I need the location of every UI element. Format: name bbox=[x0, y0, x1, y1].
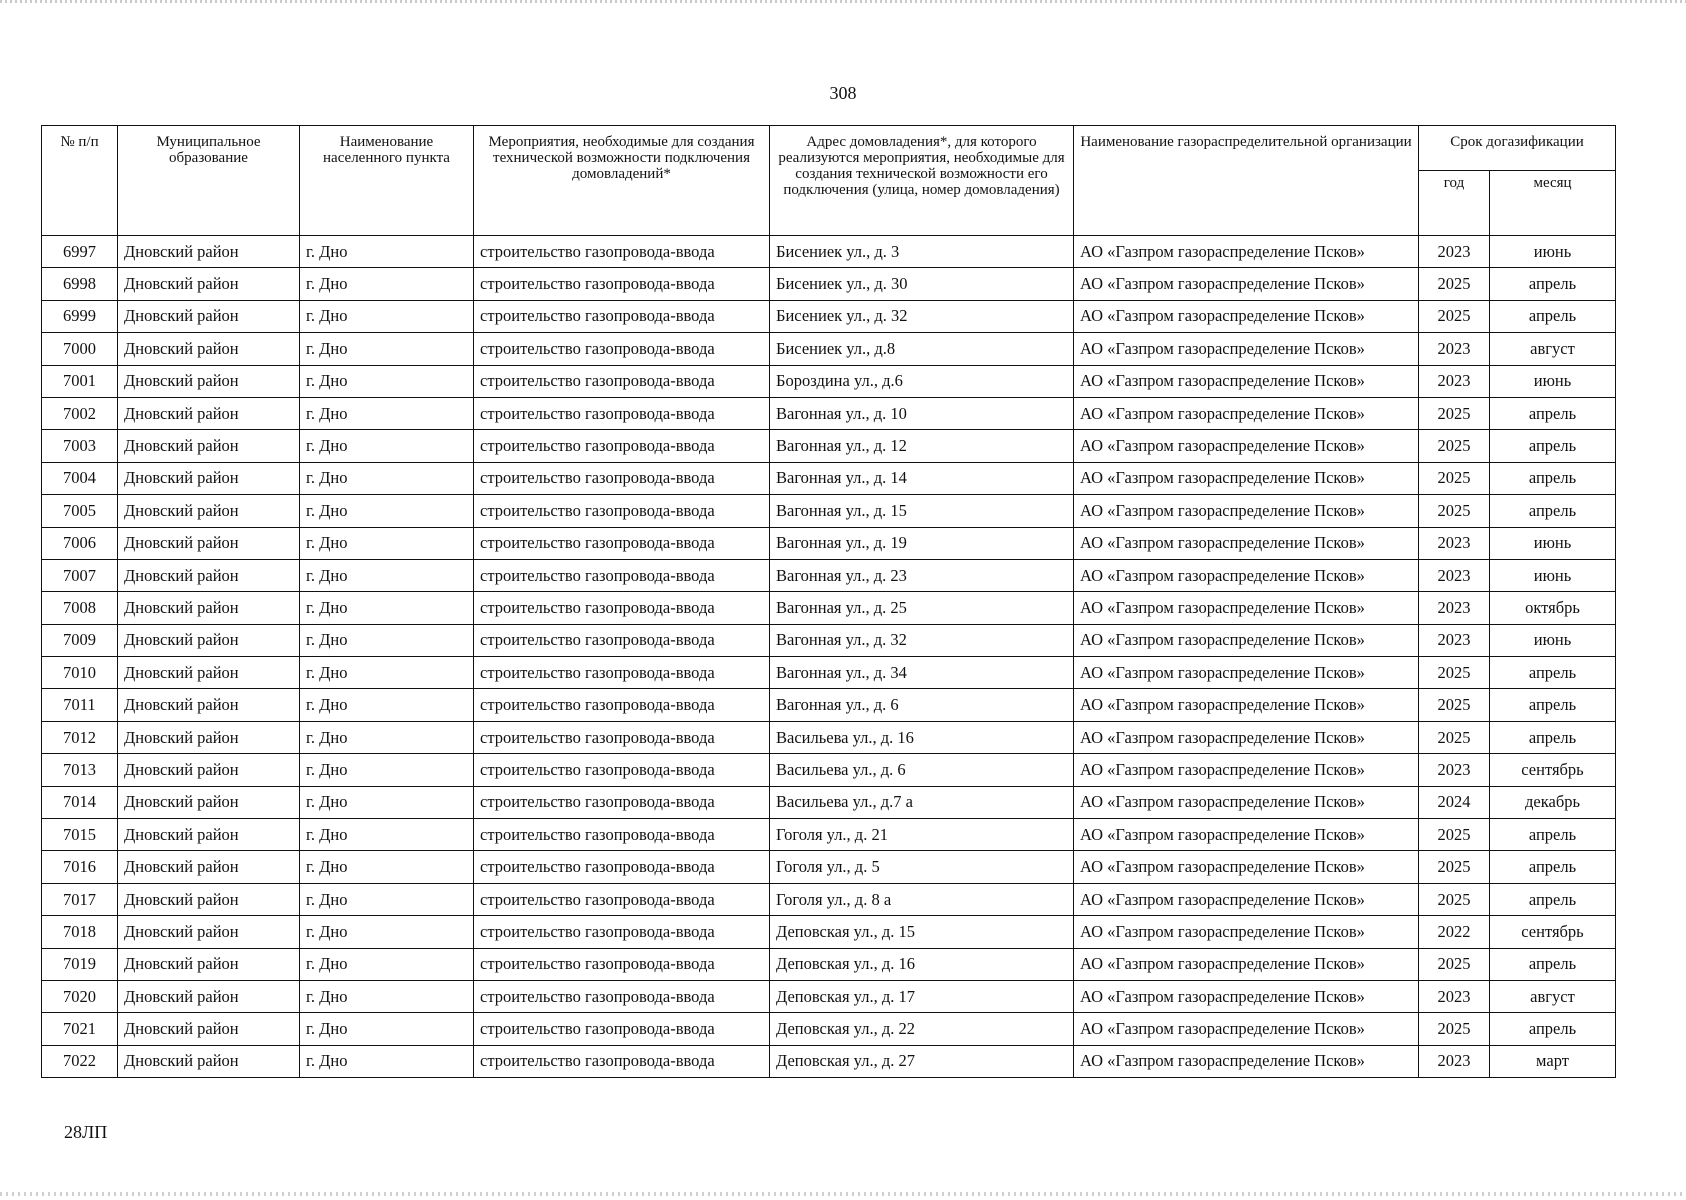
cell-municipality: Дновский район bbox=[118, 1013, 300, 1045]
cell-year: 2023 bbox=[1419, 527, 1490, 559]
cell-organization: АО «Газпром газораспределение Псков» bbox=[1074, 916, 1419, 948]
cell-year: 2025 bbox=[1419, 948, 1490, 980]
cell-year: 2025 bbox=[1419, 430, 1490, 462]
cell-organization: АО «Газпром газораспределение Псков» bbox=[1074, 1045, 1419, 1077]
cell-municipality: Дновский район bbox=[118, 397, 300, 429]
cell-settlement: г. Дно bbox=[300, 657, 474, 689]
cell-municipality: Дновский район bbox=[118, 689, 300, 721]
cell-num: 7007 bbox=[42, 559, 118, 591]
cell-municipality: Дновский район bbox=[118, 268, 300, 300]
cell-year: 2025 bbox=[1419, 495, 1490, 527]
cell-month: апрель bbox=[1490, 851, 1616, 883]
cell-month: сентябрь bbox=[1490, 754, 1616, 786]
cell-organization: АО «Газпром газораспределение Псков» bbox=[1074, 721, 1419, 753]
cell-organization: АО «Газпром газораспределение Псков» bbox=[1074, 689, 1419, 721]
cell-num: 7019 bbox=[42, 948, 118, 980]
cell-num: 6998 bbox=[42, 268, 118, 300]
cell-municipality: Дновский район bbox=[118, 462, 300, 494]
cell-address: Вагонная ул., д. 14 bbox=[770, 462, 1074, 494]
cell-measure: строительство газопровода-ввода bbox=[474, 819, 770, 851]
cell-num: 6997 bbox=[42, 236, 118, 268]
cell-month: март bbox=[1490, 1045, 1616, 1077]
cell-year: 2025 bbox=[1419, 851, 1490, 883]
header-organization: Наименование газораспределительной организации bbox=[1074, 126, 1419, 236]
cell-month: апрель bbox=[1490, 819, 1616, 851]
table-row bbox=[42, 462, 1616, 494]
header-year: год bbox=[1419, 171, 1490, 236]
cell-measure: строительство газопровода-ввода bbox=[474, 268, 770, 300]
cell-year: 2023 bbox=[1419, 592, 1490, 624]
cell-organization: АО «Газпром газораспределение Псков» bbox=[1074, 819, 1419, 851]
cell-month: апрель bbox=[1490, 462, 1616, 494]
header-num: № п/п bbox=[42, 126, 118, 236]
cell-num: 7011 bbox=[42, 689, 118, 721]
table-row bbox=[42, 559, 1616, 591]
table-row bbox=[42, 236, 1616, 268]
table-row bbox=[42, 527, 1616, 559]
table-row bbox=[42, 851, 1616, 883]
cell-address: Деповская ул., д. 27 bbox=[770, 1045, 1074, 1077]
cell-month: апрель bbox=[1490, 883, 1616, 915]
cell-settlement: г. Дно bbox=[300, 236, 474, 268]
cell-settlement: г. Дно bbox=[300, 883, 474, 915]
cell-month: апрель bbox=[1490, 397, 1616, 429]
cell-address: Вагонная ул., д. 12 bbox=[770, 430, 1074, 462]
cell-year: 2025 bbox=[1419, 819, 1490, 851]
cell-num: 7004 bbox=[42, 462, 118, 494]
cell-municipality: Дновский район bbox=[118, 527, 300, 559]
cell-settlement: г. Дно bbox=[300, 462, 474, 494]
cell-year: 2023 bbox=[1419, 236, 1490, 268]
cell-municipality: Дновский район bbox=[118, 721, 300, 753]
cell-measure: строительство газопровода-ввода bbox=[474, 527, 770, 559]
cell-measure: строительство газопровода-ввода bbox=[474, 948, 770, 980]
cell-organization: АО «Газпром газораспределение Псков» bbox=[1074, 1013, 1419, 1045]
cell-month: апрель bbox=[1490, 657, 1616, 689]
table-body bbox=[42, 236, 1616, 1078]
cell-organization: АО «Газпром газораспределение Псков» bbox=[1074, 559, 1419, 591]
cell-num: 7022 bbox=[42, 1045, 118, 1077]
cell-organization: АО «Газпром газораспределение Псков» bbox=[1074, 236, 1419, 268]
cell-month: октябрь bbox=[1490, 592, 1616, 624]
cell-settlement: г. Дно bbox=[300, 333, 474, 365]
table-row bbox=[42, 268, 1616, 300]
cell-num: 7006 bbox=[42, 527, 118, 559]
cell-settlement: г. Дно bbox=[300, 624, 474, 656]
cell-measure: строительство газопровода-ввода bbox=[474, 689, 770, 721]
scan-edge-bottom bbox=[0, 1192, 1686, 1196]
cell-measure: строительство газопровода-ввода bbox=[474, 236, 770, 268]
cell-municipality: Дновский район bbox=[118, 883, 300, 915]
cell-organization: АО «Газпром газораспределение Псков» bbox=[1074, 851, 1419, 883]
cell-settlement: г. Дно bbox=[300, 495, 474, 527]
cell-year: 2025 bbox=[1419, 268, 1490, 300]
cell-year: 2023 bbox=[1419, 333, 1490, 365]
cell-address: Бисениек ул., д. 3 bbox=[770, 236, 1074, 268]
cell-address: Васильева ул., д. 16 bbox=[770, 721, 1074, 753]
page-number: 308 bbox=[829, 83, 857, 103]
header-address: Адрес домовладения*, для которого реализуются мероприятия, необходимые для создания технической возможности его подключения (улица, номер домовладения) bbox=[770, 126, 1074, 236]
cell-organization: АО «Газпром газораспределение Псков» bbox=[1074, 883, 1419, 915]
cell-month: июнь bbox=[1490, 236, 1616, 268]
table-row bbox=[42, 1013, 1616, 1045]
cell-municipality: Дновский район bbox=[118, 624, 300, 656]
cell-address: Вагонная ул., д. 19 bbox=[770, 527, 1074, 559]
cell-address: Гоголя ул., д. 21 bbox=[770, 819, 1074, 851]
cell-municipality: Дновский район bbox=[118, 430, 300, 462]
cell-measure: строительство газопровода-ввода bbox=[474, 333, 770, 365]
cell-organization: АО «Газпром газораспределение Псков» bbox=[1074, 980, 1419, 1012]
cell-organization: АО «Газпром газораспределение Псков» bbox=[1074, 624, 1419, 656]
cell-measure: строительство газопровода-ввода bbox=[474, 300, 770, 332]
cell-settlement: г. Дно bbox=[300, 851, 474, 883]
cell-year: 2025 bbox=[1419, 1013, 1490, 1045]
table-row bbox=[42, 786, 1616, 818]
cell-month: апрель bbox=[1490, 300, 1616, 332]
table-row bbox=[42, 980, 1616, 1012]
table-row bbox=[42, 948, 1616, 980]
scan-edge-top bbox=[0, 0, 1686, 3]
cell-address: Вагонная ул., д. 32 bbox=[770, 624, 1074, 656]
cell-month: июнь bbox=[1490, 527, 1616, 559]
cell-num: 6999 bbox=[42, 300, 118, 332]
cell-organization: АО «Газпром газораспределение Псков» bbox=[1074, 495, 1419, 527]
table-row bbox=[42, 333, 1616, 365]
cell-organization: АО «Газпром газораспределение Псков» bbox=[1074, 754, 1419, 786]
cell-organization: АО «Газпром газораспределение Псков» bbox=[1074, 462, 1419, 494]
cell-address: Вагонная ул., д. 10 bbox=[770, 397, 1074, 429]
cell-measure: строительство газопровода-ввода bbox=[474, 397, 770, 429]
cell-address: Бисениек ул., д. 30 bbox=[770, 268, 1074, 300]
cell-measure: строительство газопровода-ввода bbox=[474, 559, 770, 591]
cell-measure: строительство газопровода-ввода bbox=[474, 462, 770, 494]
cell-num: 7003 bbox=[42, 430, 118, 462]
cell-municipality: Дновский район bbox=[118, 333, 300, 365]
table-row bbox=[42, 754, 1616, 786]
cell-municipality: Дновский район bbox=[118, 754, 300, 786]
cell-municipality: Дновский район bbox=[118, 980, 300, 1012]
table-row bbox=[42, 430, 1616, 462]
cell-address: Деповская ул., д. 15 bbox=[770, 916, 1074, 948]
cell-address: Гоголя ул., д. 5 bbox=[770, 851, 1074, 883]
cell-settlement: г. Дно bbox=[300, 948, 474, 980]
cell-month: апрель bbox=[1490, 430, 1616, 462]
cell-num: 7010 bbox=[42, 657, 118, 689]
gasification-table bbox=[41, 125, 1616, 1078]
cell-month: апрель bbox=[1490, 721, 1616, 753]
cell-num: 7000 bbox=[42, 333, 118, 365]
cell-address: Бисениек ул., д.8 bbox=[770, 333, 1074, 365]
cell-settlement: г. Дно bbox=[300, 1013, 474, 1045]
cell-year: 2023 bbox=[1419, 559, 1490, 591]
cell-num: 7002 bbox=[42, 397, 118, 429]
cell-num: 7009 bbox=[42, 624, 118, 656]
cell-num: 7008 bbox=[42, 592, 118, 624]
cell-measure: строительство газопровода-ввода bbox=[474, 851, 770, 883]
table-row bbox=[42, 365, 1616, 397]
cell-year: 2025 bbox=[1419, 689, 1490, 721]
cell-year: 2025 bbox=[1419, 883, 1490, 915]
cell-organization: АО «Газпром газораспределение Псков» bbox=[1074, 948, 1419, 980]
cell-measure: строительство газопровода-ввода bbox=[474, 754, 770, 786]
cell-year: 2025 bbox=[1419, 657, 1490, 689]
cell-num: 7014 bbox=[42, 786, 118, 818]
cell-municipality: Дновский район bbox=[118, 236, 300, 268]
cell-measure: строительство газопровода-ввода bbox=[474, 980, 770, 1012]
cell-address: Бисениек ул., д. 32 bbox=[770, 300, 1074, 332]
cell-municipality: Дновский район bbox=[118, 495, 300, 527]
cell-num: 7021 bbox=[42, 1013, 118, 1045]
cell-year: 2023 bbox=[1419, 980, 1490, 1012]
cell-num: 7005 bbox=[42, 495, 118, 527]
cell-address: Вагонная ул., д. 15 bbox=[770, 495, 1074, 527]
cell-settlement: г. Дно bbox=[300, 980, 474, 1012]
cell-address: Вагонная ул., д. 25 bbox=[770, 592, 1074, 624]
cell-month: апрель bbox=[1490, 689, 1616, 721]
cell-num: 7017 bbox=[42, 883, 118, 915]
cell-month: июнь bbox=[1490, 365, 1616, 397]
cell-year: 2022 bbox=[1419, 916, 1490, 948]
cell-settlement: г. Дно bbox=[300, 786, 474, 818]
cell-address: Деповская ул., д. 22 bbox=[770, 1013, 1074, 1045]
cell-address: Васильева ул., д.7 а bbox=[770, 786, 1074, 818]
cell-settlement: г. Дно bbox=[300, 754, 474, 786]
cell-measure: строительство газопровода-ввода bbox=[474, 1045, 770, 1077]
table-row bbox=[42, 1045, 1616, 1077]
cell-municipality: Дновский район bbox=[118, 786, 300, 818]
cell-year: 2025 bbox=[1419, 721, 1490, 753]
cell-num: 7016 bbox=[42, 851, 118, 883]
cell-address: Бороздина ул., д.6 bbox=[770, 365, 1074, 397]
cell-organization: АО «Газпром газораспределение Псков» bbox=[1074, 657, 1419, 689]
cell-measure: строительство газопровода-ввода bbox=[474, 883, 770, 915]
cell-municipality: Дновский район bbox=[118, 657, 300, 689]
cell-municipality: Дновский район bbox=[118, 300, 300, 332]
cell-municipality: Дновский район bbox=[118, 819, 300, 851]
cell-organization: АО «Газпром газораспределение Псков» bbox=[1074, 592, 1419, 624]
cell-organization: АО «Газпром газораспределение Псков» bbox=[1074, 430, 1419, 462]
cell-measure: строительство газопровода-ввода bbox=[474, 592, 770, 624]
cell-address: Деповская ул., д. 17 bbox=[770, 980, 1074, 1012]
cell-num: 7001 bbox=[42, 365, 118, 397]
cell-measure: строительство газопровода-ввода bbox=[474, 624, 770, 656]
cell-num: 7012 bbox=[42, 721, 118, 753]
cell-settlement: г. Дно bbox=[300, 268, 474, 300]
header-municipality: Муниципальное образование bbox=[118, 126, 300, 236]
cell-address: Васильева ул., д. 6 bbox=[770, 754, 1074, 786]
header-term: Срок догазификации bbox=[1419, 126, 1616, 171]
cell-year: 2023 bbox=[1419, 365, 1490, 397]
cell-settlement: г. Дно bbox=[300, 721, 474, 753]
cell-municipality: Дновский район bbox=[118, 559, 300, 591]
cell-num: 7020 bbox=[42, 980, 118, 1012]
cell-settlement: г. Дно bbox=[300, 592, 474, 624]
cell-address: Гоголя ул., д. 8 а bbox=[770, 883, 1074, 915]
cell-year: 2024 bbox=[1419, 786, 1490, 818]
header-month: месяц bbox=[1490, 171, 1616, 236]
cell-measure: строительство газопровода-ввода bbox=[474, 916, 770, 948]
cell-measure: строительство газопровода-ввода bbox=[474, 495, 770, 527]
cell-measure: строительство газопровода-ввода bbox=[474, 657, 770, 689]
cell-year: 2025 bbox=[1419, 397, 1490, 429]
table-row bbox=[42, 495, 1616, 527]
cell-month: сентябрь bbox=[1490, 916, 1616, 948]
cell-settlement: г. Дно bbox=[300, 300, 474, 332]
cell-measure: строительство газопровода-ввода bbox=[474, 1013, 770, 1045]
header-settlement: Наименование населенного пункта bbox=[300, 126, 474, 236]
cell-settlement: г. Дно bbox=[300, 559, 474, 591]
table-row bbox=[42, 883, 1616, 915]
table-row bbox=[42, 689, 1616, 721]
cell-municipality: Дновский район bbox=[118, 592, 300, 624]
table-row bbox=[42, 397, 1616, 429]
cell-municipality: Дновский район bbox=[118, 1045, 300, 1077]
table-row bbox=[42, 592, 1616, 624]
cell-month: август bbox=[1490, 333, 1616, 365]
cell-month: июнь bbox=[1490, 559, 1616, 591]
cell-month: декабрь bbox=[1490, 786, 1616, 818]
table-row bbox=[42, 721, 1616, 753]
cell-settlement: г. Дно bbox=[300, 430, 474, 462]
cell-organization: АО «Газпром газораспределение Псков» bbox=[1074, 397, 1419, 429]
cell-organization: АО «Газпром газораспределение Псков» bbox=[1074, 300, 1419, 332]
table-row bbox=[42, 916, 1616, 948]
cell-month: апрель bbox=[1490, 1013, 1616, 1045]
cell-organization: АО «Газпром газораспределение Псков» bbox=[1074, 365, 1419, 397]
table-row bbox=[42, 624, 1616, 656]
cell-measure: строительство газопровода-ввода bbox=[474, 786, 770, 818]
cell-municipality: Дновский район bbox=[118, 948, 300, 980]
table-row bbox=[42, 819, 1616, 851]
footer-code: 28ЛП bbox=[64, 1122, 108, 1142]
cell-num: 7015 bbox=[42, 819, 118, 851]
header-measures: Мероприятия, необходимые для создания технической возможности подключения домовладений* bbox=[474, 126, 770, 236]
cell-month: апрель bbox=[1490, 495, 1616, 527]
cell-settlement: г. Дно bbox=[300, 916, 474, 948]
cell-year: 2023 bbox=[1419, 1045, 1490, 1077]
cell-num: 7013 bbox=[42, 754, 118, 786]
cell-settlement: г. Дно bbox=[300, 689, 474, 721]
cell-organization: АО «Газпром газораспределение Псков» bbox=[1074, 268, 1419, 300]
cell-municipality: Дновский район bbox=[118, 916, 300, 948]
cell-month: апрель bbox=[1490, 948, 1616, 980]
cell-municipality: Дновский район bbox=[118, 851, 300, 883]
cell-address: Деповская ул., д. 16 bbox=[770, 948, 1074, 980]
cell-year: 2023 bbox=[1419, 754, 1490, 786]
cell-num: 7018 bbox=[42, 916, 118, 948]
cell-organization: АО «Газпром газораспределение Псков» bbox=[1074, 786, 1419, 818]
cell-settlement: г. Дно bbox=[300, 527, 474, 559]
cell-settlement: г. Дно bbox=[300, 365, 474, 397]
cell-address: Вагонная ул., д. 34 bbox=[770, 657, 1074, 689]
cell-month: июнь bbox=[1490, 624, 1616, 656]
cell-settlement: г. Дно bbox=[300, 1045, 474, 1077]
cell-address: Вагонная ул., д. 23 bbox=[770, 559, 1074, 591]
cell-measure: строительство газопровода-ввода bbox=[474, 721, 770, 753]
cell-year: 2025 bbox=[1419, 462, 1490, 494]
cell-year: 2023 bbox=[1419, 624, 1490, 656]
cell-organization: АО «Газпром газораспределение Псков» bbox=[1074, 333, 1419, 365]
cell-year: 2025 bbox=[1419, 300, 1490, 332]
table-row bbox=[42, 300, 1616, 332]
cell-municipality: Дновский район bbox=[118, 365, 300, 397]
cell-settlement: г. Дно bbox=[300, 819, 474, 851]
cell-organization: АО «Газпром газораспределение Псков» bbox=[1074, 527, 1419, 559]
cell-address: Вагонная ул., д. 6 bbox=[770, 689, 1074, 721]
table-header bbox=[42, 126, 1616, 236]
cell-month: август bbox=[1490, 980, 1616, 1012]
table-row bbox=[42, 657, 1616, 689]
cell-settlement: г. Дно bbox=[300, 397, 474, 429]
cell-measure: строительство газопровода-ввода bbox=[474, 430, 770, 462]
cell-month: апрель bbox=[1490, 268, 1616, 300]
cell-measure: строительство газопровода-ввода bbox=[474, 365, 770, 397]
